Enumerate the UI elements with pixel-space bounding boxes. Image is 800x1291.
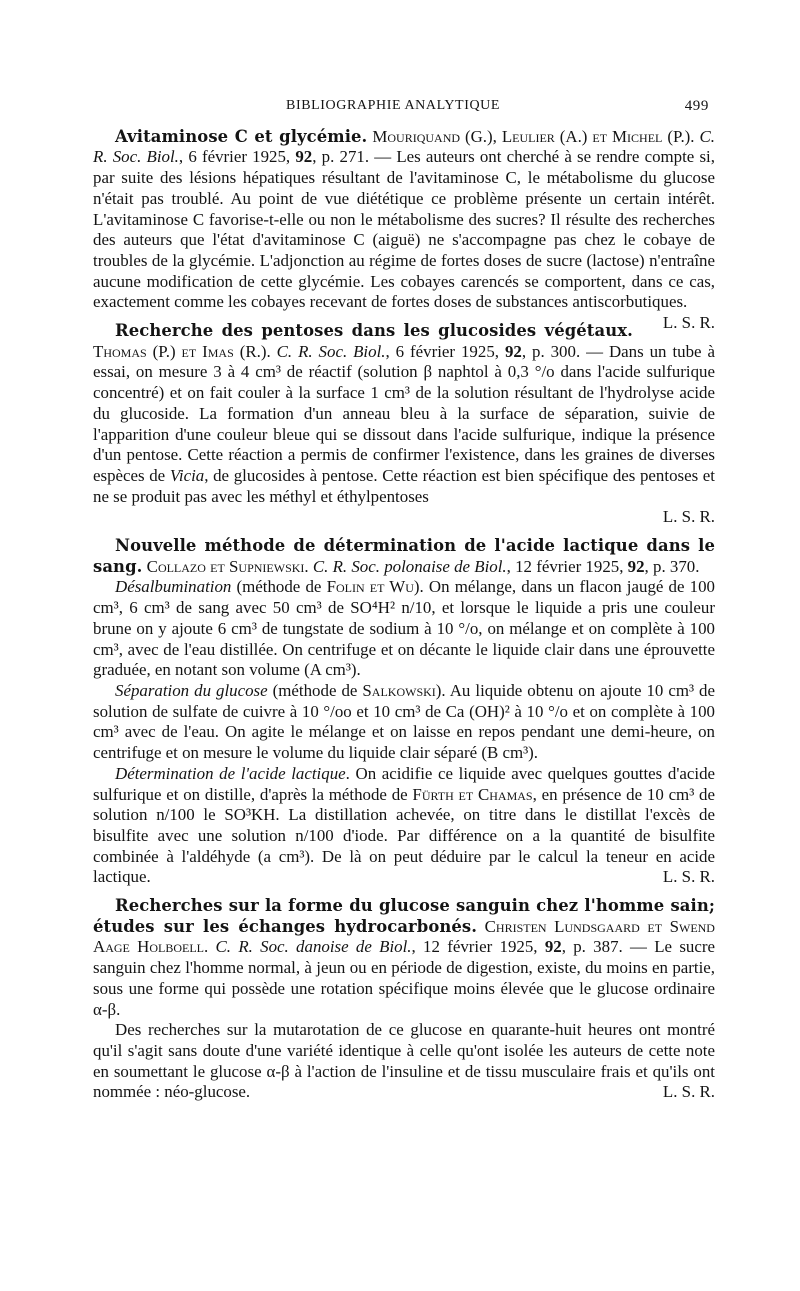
abstract-paragraph [93,536,715,577]
abstract-title: Recherches sur la forme du glucose sanguin chez l'homme sain; études sur les échanges hydrocarbonés. [93,896,715,936]
page-reference: , p. 300. [521,341,581,361]
abstract-paragraph [93,764,715,888]
abstract-paragraph [93,681,715,764]
volume-number: 92 [627,556,645,576]
journal-name: C. R. Soc. polonaise de Biol. [312,556,507,576]
volume-number: 92 [295,147,313,167]
page-reference: , p. 387. [561,937,623,957]
abstract-entry [93,536,715,888]
abstract-body: Des recherches sur la mutarotation de ce glucose en quarante-huit heures ont montré qu'il s'agit sans doute d'une variété identique à celle qu'ont isolée les auteurs de cette note en soumettant le glucose α-β à l'action de l'insuline et de tissu musculaire frais et qu'ils ont nommée : néo-glucose. [93,1020,715,1102]
page-reference: , p. 370. [644,556,700,576]
abstract-body: — Le sucre sanguin chez l'homme normal, à jeun ou en période de digestion, existe, du moins en partie, sous une forme qui possède une rotation spécifique moins élevée que le glucose ordinaire α-β. [93,937,715,1019]
volume-number: 92 [504,341,522,361]
abstract-title: Recherche des pentoses dans les glucosides végétaux. [115,321,633,341]
publication-date: , 12 février 1925, [506,556,628,576]
method-authors: Salkowski [362,680,436,700]
paragraph-text: (méthode de [267,680,363,700]
abstract-paragraph [93,896,715,1020]
paragraph-text: ). Au liquide obtenu on ajoute 10 cm³ de solution de sulfate de cuivre à 10 °/oo et 10 cm³ de Ca (OH)² à 10 °/o et on complète à 100 cm³ avec de l'eau. On agite le mélange et on laisse en repos pendant une demi-heure, on centrifuge et on mesure le volume du liquide clair séparé (B cm³). [93,680,715,763]
page-reference: , p. 271. [312,147,370,167]
journal-name: C. R. Soc. danoise de Biol. [215,937,412,957]
section-heading: Détermination de l'acide lactique [115,763,346,783]
publication-date: , 12 février 1925, [411,937,545,957]
reviewer-signature: L. S. R. [662,507,715,527]
publication-date: , 6 février 1925, [385,341,505,361]
abstract-paragraph [93,577,715,681]
abstract-title: Nouvelle méthode de détermination de l'acide lactique dans le sang. [93,536,715,576]
abstract-title: Avitaminose C et glycémie. [115,126,368,146]
paragraph-text: , en présence de 10 cm³ de solution n/100 le SO³KH. La distillation achevée, on titre dans le distillat l'excès de bisulfite avec une solution n/100 d'iode. Par différence on a la quantité de bisulfite combinée à l'aldéhyde (a cm³). De là on peut déduire par le calcul la teneur en acide lactique. [93,784,715,887]
abstract-authors: Christen Lundsgaard et Swend Aage Holboell. [93,916,715,957]
reviewer-signature: L. S. R. [662,313,715,333]
reviewer-signature: L. S. R. [662,1082,715,1102]
page-number: 499 [684,98,709,114]
paragraph-text: . On acidifie ce liquide avec quelques gouttes d'acide sulfurique et on distille, d'après la méthode de [93,763,716,804]
running-header [93,96,715,117]
abstract-body: — Dans un tube à essai, on mesure 3 à 4 cm³ de réactif (solution β naphtol à 0,3 °/o dans l'acide sulfurique concentré) et on fait couler à la surface 1 cm³ de la solution résultant de l'hydrolyse acide du glucoside. La formation d'un anneau bleu à la surface de séparation, suivie de l'apparition d'une couleur bleue qui se dissout dans l'acide sulfurique, indique la présence d'un pentose. Cette réaction a permis de confirmer l'existence, dans les graines de diverses espèces de [93,341,715,485]
section-heading: Séparation du glucose [115,680,268,700]
journal-page [93,96,715,1111]
volume-number: 92 [544,937,562,957]
journal-name: C. R. Soc. Biol. [276,341,386,361]
abstract-body: — Les auteurs ont cherché à se rendre compte si, par suite des lésions hépatiques résultant de l'avitaminose C, le métabolisme du glucose n'était pas troublé. Au point de vue diététique ce problème présente un certain intérêt. L'avitaminose C favorise-t-elle ou non le métabolisme des sucres? Il résulte des recherches des auteurs que l'état d'avitaminose C (aiguë) ne s'accompagne pas chez le cobaye de troubles de la glycémie. L'adjonction au régime de fortes doses de sucre (lactose) n'entraîne aucune modification de cette glycémie. Les cobayes carencés se comportent, dans ce cas, exactement comme les cobayes recevant de fortes doses de substances antiscorbutiques. [93,147,715,312]
abstract-authors: Mouriquand (G.), Leulier (A.) et Michel (P.). [372,126,695,146]
abstract-paragraph [93,1020,715,1103]
abstract-paragraph [93,321,715,507]
abstract-authors: Collazo et Supniewski. [146,556,309,576]
journal-name: C. R. Soc. Biol. [93,126,716,167]
abstract-entry [93,896,715,1103]
publication-date: , 6 février 1925, [178,147,296,167]
method-authors: Fürth et Chamas [412,784,533,804]
section-heading: Désalbumination [115,577,232,597]
paragraph-text: ). On mélange, dans un flacon jaugé de 100 cm³, 6 cm³ de sang avec 50 cm³ de SO⁴H² n/10, et lorsque le liquide a pris une couleur brune on y ajoute 6 cm³ de tungstate de sodium à 10 °/o, on mélange et on complète à 100 cm³, avec de l'eau distillée. On centrifuge et on décante le liquide clair dans une éprouvette graduée, en notant son volume (A cm³). [93,577,715,680]
method-authors: Folin et Wu [326,577,414,597]
abstract-authors: Thomas (P.) et Imas (R.). [93,341,271,361]
abstract-body: , de glucosides à pentose. Cette réaction est bien spécifique des pentoses et ne se produit pas avec les méthyl et éthylpentoses [93,465,715,506]
abstract-entry [93,321,715,528]
running-title: BIBLIOGRAPHIE ANALYTIQUE [286,98,501,113]
reviewer-signature: L. S. R. [662,867,715,887]
genus-name: Vicia [169,465,205,485]
paragraph-text: (méthode de [231,577,327,597]
